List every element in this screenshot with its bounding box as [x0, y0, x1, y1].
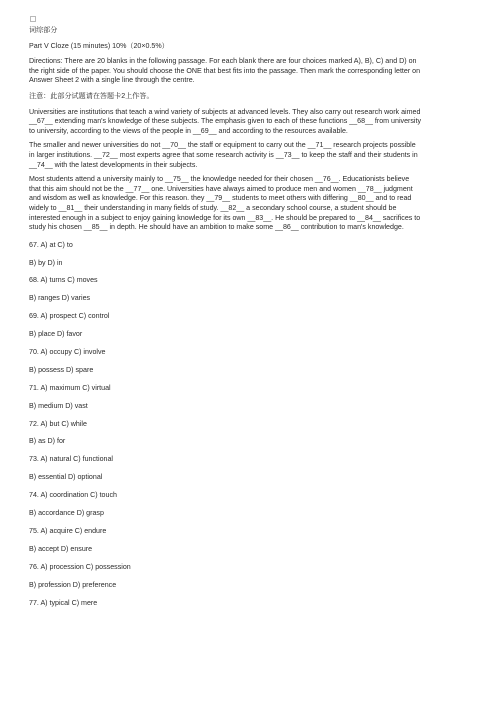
passage-line: interested enough in a subject to enjoy gaining knowledge for its own __83__. He should be prepared to __84__ sacrifices to	[29, 213, 421, 222]
directions-block	[29, 57, 476, 86]
option-line: B) by D) in	[29, 258, 63, 267]
option-line: B) accordance D) grasp	[29, 509, 104, 518]
option-line: 70. A) occupy C) involve	[29, 348, 106, 357]
option-line: 74. A) coordination C) touch	[29, 491, 117, 500]
option-line: 68. A) turns C) moves	[29, 276, 98, 285]
passage-line: __67__ extending man's knowledge of these subjects. The emphasis given to each of these functions __68__ from university	[29, 117, 422, 126]
option-line: 76. A) procession C) possession	[29, 562, 131, 571]
option-line: 73. A) natural C) functional	[29, 455, 113, 464]
option-line: 75. A) acquire C) endure	[29, 526, 107, 535]
option-line: B) profession D) preference	[29, 580, 117, 589]
option-line: B) as D) for	[29, 437, 66, 446]
note-line: 注意：此部分试题请在答题卡2上作答。	[29, 91, 154, 100]
directions-line: the right side of the paper. You should choose the ONE that best fits into the passage. Then mark the corresponding letter on	[29, 66, 421, 75]
option-line: B) essential D) optional	[29, 473, 103, 482]
option-line: B) accept D) ensure	[29, 544, 93, 553]
option-line: 77. A) typical C) mere	[29, 598, 98, 607]
directions-line: Answer Sheet 2 with a single line through the centre.	[29, 76, 195, 85]
answer-options-list	[29, 241, 476, 608]
passage-line: Universities are institutions that teach a wind variety of subjects at advanced levels. They also carry out research work aimed	[29, 107, 421, 116]
option-line: 69. A) prospect C) control	[29, 312, 110, 321]
passage-line: Most students attend a university mainly to __75__ the knowledge needed for their chosen __76__. Educationists believe	[29, 175, 410, 184]
part-title: Part V Cloze (15 minutes) 10%（20×0.5%）	[29, 41, 169, 50]
passage-paragraph-3	[29, 175, 476, 233]
passage-line: to university, according to the views of the people in __69__ and according to the resources available.	[29, 126, 348, 135]
passage-line: widely to __81__ their understanding in many fields of study. __82__ a secondary school course, a student should be	[29, 203, 397, 212]
option-line: B) possess D) spare	[29, 365, 94, 374]
passage-line: __74__ with the latest developments in their subjects.	[29, 160, 198, 169]
passage-paragraph-1	[29, 108, 476, 137]
passage-paragraph-2	[29, 141, 476, 170]
option-line: B) place D) favor	[29, 330, 83, 339]
passage-line: and wisdom as well as knowledge. For this reason. they __79__ students to meet others with differing __80__ and to read	[29, 194, 412, 203]
section-heading: 词综部分	[29, 26, 58, 34]
passage-line: The smaller and newer universities do not __70__ the staff or equipment to carry out the __71__ research projects possible	[29, 141, 416, 150]
option-line: B) ranges D) varies	[29, 294, 91, 303]
option-line: 71. A) maximum C) virtual	[29, 383, 111, 392]
checkbox-mark-icon	[30, 16, 36, 22]
option-line: 72. A) but C) while	[29, 419, 87, 428]
option-line: 67. A) at C) to	[29, 240, 73, 249]
option-line: B) medium D) vast	[29, 401, 88, 410]
directions-line: Directions: There are 20 blanks in the following passage. For each blank there are four choices marked A), B), C) and D) on	[29, 57, 417, 66]
passage-line: that this aim should not be the __77__ one. Universities have always aimed to produce men and women __78__ judgment	[29, 184, 413, 193]
passage-line: study his chosen __85__ in depth. He should have an ambition to make some __86__ contribution to man's knowledge.	[29, 223, 404, 232]
passage-line: in larger institutions. __72__ most experts agree that some research activity is __73__ to keep the staff and their students in	[29, 150, 418, 159]
